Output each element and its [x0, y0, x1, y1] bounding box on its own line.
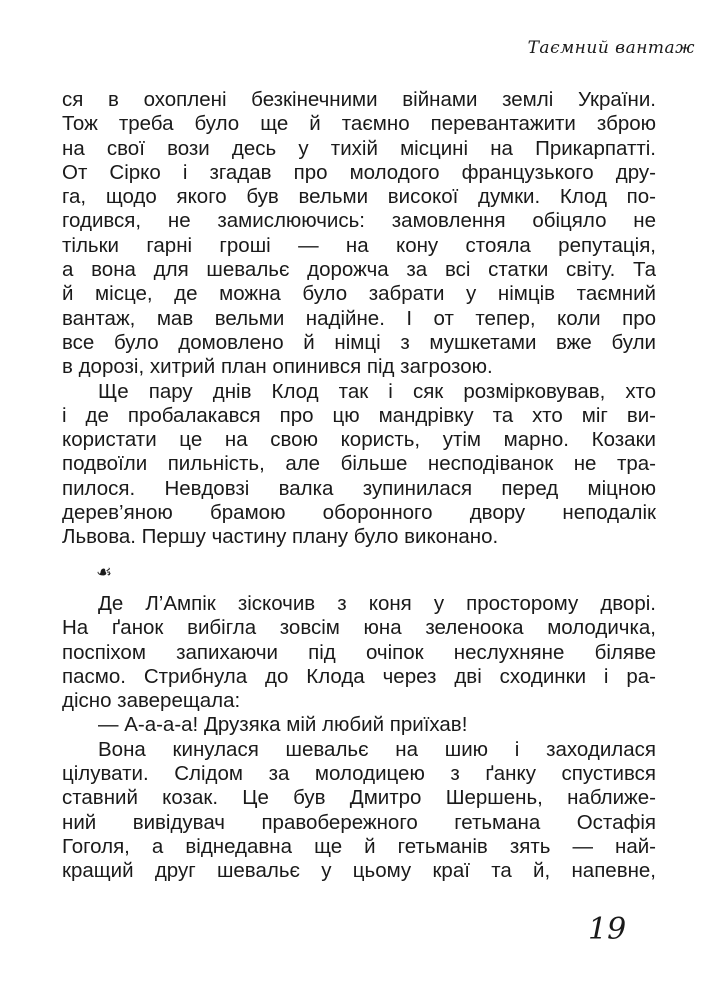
text-line: На ґанок вибігла зовсім юна зеленоока молодичка, [62, 616, 656, 640]
text-line: Тож треба було ще й таємно перевантажити зброю [62, 112, 656, 136]
text-line: га, щодо якого був вельми високої думки. Клод по- [62, 185, 656, 209]
text-line: — А-а-а-а! Друзяка мій любий приїхав! [98, 713, 468, 737]
text-line: а вона для шевальє дорожча за всі статки світу. Та [62, 258, 656, 282]
text-line: ставний козак. Це був Дмитро Шершень, наближе- [62, 786, 656, 810]
text-line: Де Л’Ампік зіскочив з коня у просторому дворі. [98, 592, 656, 615]
running-head-title: Таємний вантаж [527, 38, 695, 58]
text-line: дісно заверещала: [62, 689, 241, 713]
text-line: ся в охоплені безкінечними війнами землі України. [62, 88, 656, 111]
text-line: дерев’яною брамою оборонного двору неподалік [62, 501, 656, 525]
text-line: вантаж, мав вельми надійне. І от тепер, коли про [62, 306, 656, 330]
text-line: Гоголя, а віднедавна ще й гетьманів зять — най- [62, 834, 656, 858]
text-line: пилося. Невдовзі валка зупинилася перед міцною [62, 476, 656, 500]
text-line: користати це на свою користь, утім марно. Козаки [62, 428, 656, 452]
text-line: поспіхом запихаючи під очіпок неслухняне біляве [62, 640, 656, 664]
text-line: Ще пару днів Клод так і сяк розмірковував, хто [98, 379, 656, 403]
text-line: все було домовлено й німці з мушкетами вже були [62, 330, 656, 354]
text-line: в дорозі, хитрий план опинився під загрозою. [62, 355, 493, 379]
text-block-1 [62, 88, 656, 550]
text-line: на свої вози десь у тихій місцині на Прикарпатті. [62, 136, 656, 160]
text-line: цілувати. Слідом за молодицею з ґанку спустився [62, 762, 656, 786]
text-line: ний вивідувач правобережного гетьмана Остафія [62, 810, 656, 834]
text-line: й місце, де можна було забрати у німців таємний [62, 282, 656, 306]
page-number: 19 [588, 912, 627, 947]
text-block-2 [62, 592, 656, 884]
text-line: тільки гарні гроші — на кону стояла репутація, [62, 233, 656, 257]
text-line: Львова. Першу частину плану було виконано. [62, 525, 499, 549]
text-line: Вона кинулася шевальє на шию і заходилася [98, 737, 656, 761]
text-line: кращий друг шевальє у цьому краї та й, напевне, [62, 859, 656, 883]
text-line: подвоїли пильність, але більше несподіванок не тра- [62, 452, 656, 476]
text-line: От Сірко і згадав про молодого французького дру- [62, 160, 656, 184]
text-line: і де пробалакався про цю мандрівку та хто міг ви- [62, 403, 656, 427]
section-ornament-icon: ☙ [96, 562, 113, 583]
text-line: пасмо. Стрибнула до Клода через дві сходинки і ра- [62, 664, 656, 688]
text-line: годився, не замислюючись: замовлення обіцяло не [62, 209, 656, 233]
